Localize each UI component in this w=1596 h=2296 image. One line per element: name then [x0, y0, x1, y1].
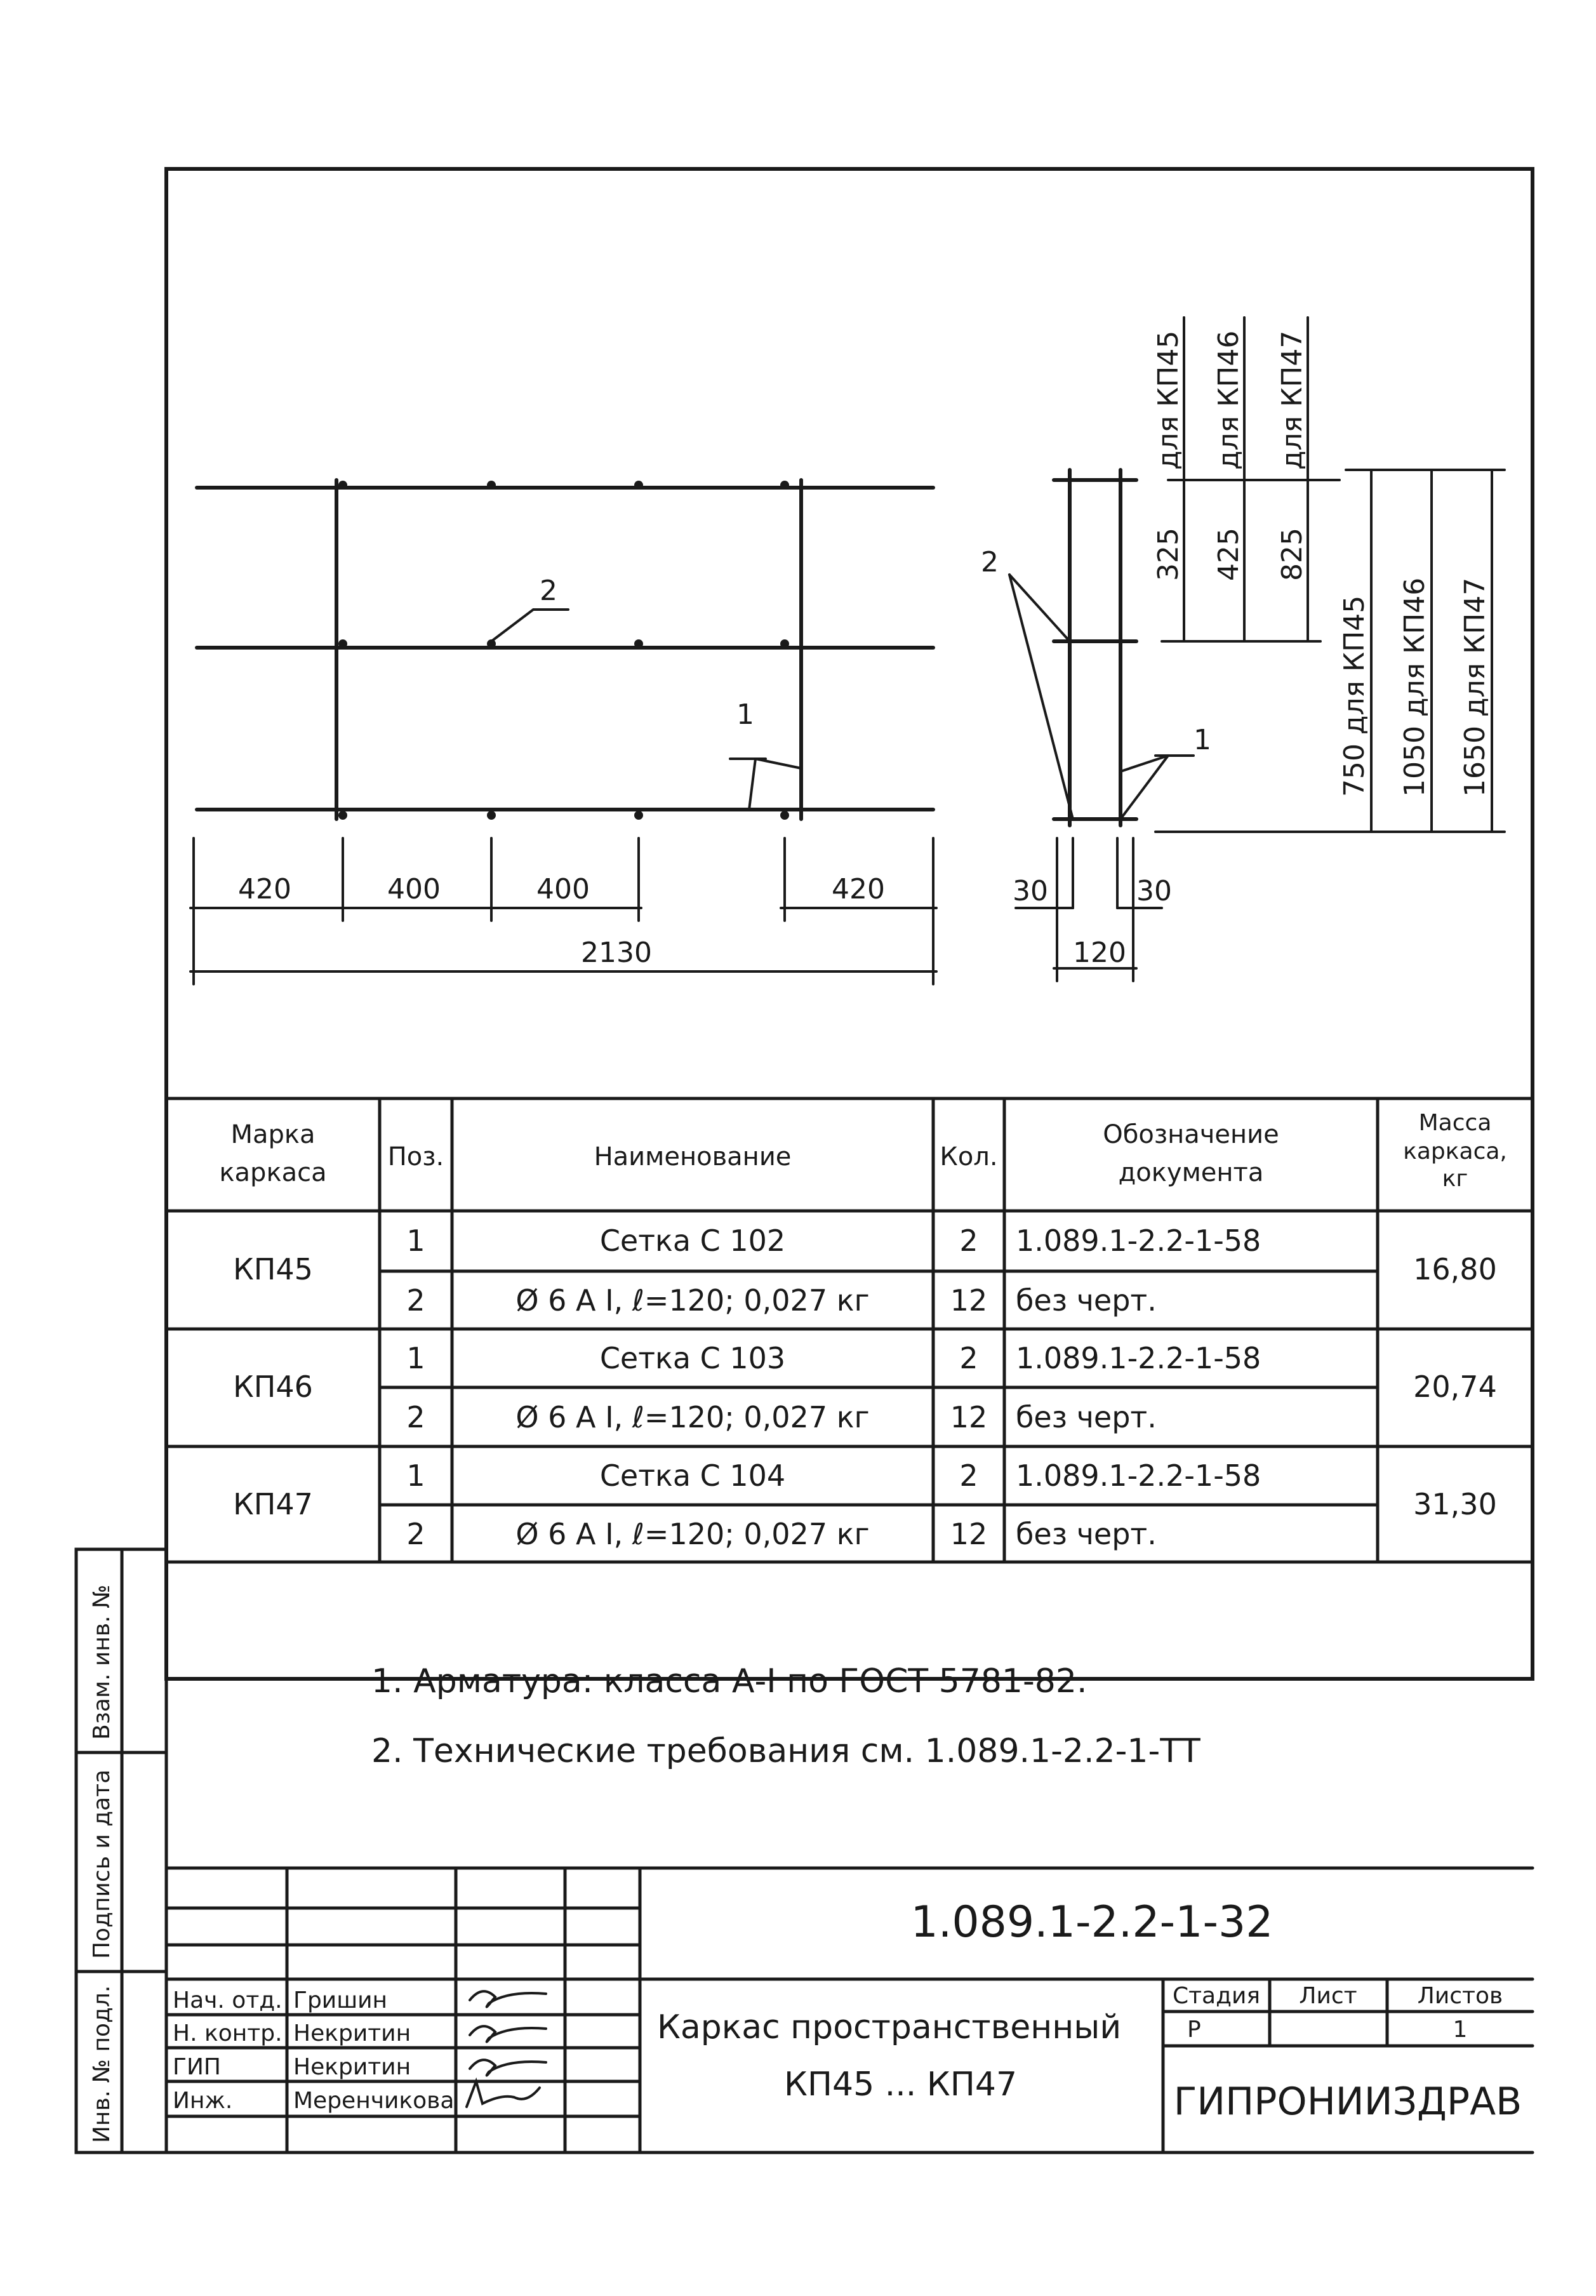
height-label-kp47: для КП47: [1276, 330, 1308, 470]
height-dim-750: 750 для КП45: [1338, 595, 1371, 797]
person-role: Нач. отд.: [173, 1987, 283, 2013]
row-doc: без черт.: [1016, 1517, 1157, 1551]
height-dim-325: 325: [1152, 528, 1185, 581]
header-name: Наименование: [594, 1142, 792, 1171]
header-doc-2: документа: [1118, 1158, 1264, 1187]
front-view-dimensions: [190, 838, 936, 984]
side-dim-total: 120: [1073, 937, 1126, 969]
stamp-inventory: Инв. № подл.: [89, 1985, 115, 2143]
note-2: 2. Технические требования см. 1.089.1-2.2-1-ТТ: [371, 1732, 1200, 1770]
header-qty: Кол.: [940, 1142, 998, 1171]
row-name: Ø 6 А I, ℓ=120; 0,027 кг: [515, 1517, 870, 1551]
drawing-title-2: КП45 ... КП47: [784, 2066, 1018, 2104]
stamp-signature-date: Подпись и дата: [89, 1769, 115, 1959]
side-stamp: [89, 1585, 115, 2143]
front-pos-1: 1: [736, 698, 754, 731]
height-dim-425: 425: [1213, 528, 1245, 581]
header-mass-2: каркаса,: [1403, 1138, 1507, 1165]
front-dim-2: 400: [387, 873, 441, 905]
notes: [371, 1662, 1200, 1770]
person-name: Некритин: [293, 2020, 411, 2046]
person-role: ГИП: [173, 2054, 221, 2080]
row-mark: КП47: [233, 1487, 313, 1521]
row-mark: КП45: [233, 1252, 313, 1286]
front-dim-total: 2130: [581, 937, 652, 969]
row-doc: без черт.: [1016, 1283, 1157, 1318]
header-mark-1: Марка: [230, 1120, 316, 1149]
header-doc-1: Обозначение: [1103, 1120, 1279, 1149]
row-doc: 1.089.1-2.2-1-58: [1016, 1224, 1261, 1258]
front-dim-4: 420: [832, 873, 885, 905]
stage-value: Р: [1187, 2017, 1201, 2043]
height-dim-825: 825: [1276, 528, 1308, 581]
height-label-kp45: для КП45: [1152, 330, 1185, 470]
row-pos: 2: [406, 1283, 425, 1318]
person-role: Н. контр.: [173, 2020, 283, 2046]
side-dim-left: 30: [1013, 875, 1048, 907]
sheet-frame: [166, 169, 1533, 1679]
person-role: Инж.: [173, 2088, 233, 2114]
person-name: Меренчикова: [293, 2088, 455, 2114]
header-mass-3: кг: [1442, 1166, 1468, 1192]
row-name: Ø 6 А I, ℓ=120; 0,027 кг: [515, 1283, 870, 1318]
organization: ГИПРОНИИЗДРАВ: [1173, 2079, 1522, 2124]
side-dim-right: 30: [1136, 875, 1172, 907]
row-doc: 1.089.1-2.2-1-58: [1016, 1458, 1261, 1493]
drawing-title-1: Каркас пространственный: [657, 2008, 1122, 2046]
person-name: Гришин: [293, 1987, 388, 2013]
row-mass: 31,30: [1413, 1487, 1497, 1521]
row-mass: 16,80: [1413, 1252, 1497, 1286]
front-dim-1: 420: [238, 873, 291, 905]
side-view: [1054, 470, 1136, 825]
person-name: Некритин: [293, 2054, 411, 2080]
sheets-header: Листов: [1417, 1983, 1503, 2009]
front-view-rods: [338, 481, 789, 820]
header-pos: Поз.: [387, 1142, 444, 1171]
row-pos: 2: [406, 1400, 425, 1434]
row-qty: 12: [950, 1400, 988, 1434]
row-qty: 2: [959, 1224, 978, 1258]
side-pos-1: 1: [1194, 724, 1211, 756]
front-view: [197, 480, 933, 819]
sheets-value: 1: [1453, 2017, 1468, 2043]
row-pos: 1: [406, 1458, 425, 1493]
row-qty: 12: [950, 1283, 988, 1318]
document-code: 1.089.1-2.2-1-32: [910, 1897, 1273, 1947]
row-name: Сетка С 103: [599, 1341, 786, 1375]
side-view-labels: [981, 546, 1211, 969]
height-dim-1650: 1650 для КП47: [1459, 577, 1491, 797]
sheet-header: Лист: [1299, 1983, 1357, 2009]
front-view-leaders: [491, 610, 801, 810]
front-pos-2: 2: [540, 575, 557, 607]
row-doc: без черт.: [1016, 1400, 1157, 1434]
row-mass: 20,74: [1413, 1370, 1497, 1404]
row-mark: КП46: [233, 1370, 313, 1404]
stage-header: Стадия: [1172, 1983, 1261, 2009]
row-doc: 1.089.1-2.2-1-58: [1016, 1341, 1261, 1375]
front-dim-3: 400: [536, 873, 590, 905]
header-mass-1: Масса: [1418, 1110, 1492, 1136]
row-qty: 2: [959, 1458, 978, 1493]
stamp-replacement: Взам. инв. №: [89, 1584, 115, 1740]
row-pos: 1: [406, 1341, 425, 1375]
row-name: Сетка С 104: [599, 1458, 786, 1493]
row-qty: 2: [959, 1341, 978, 1375]
header-mark-2: каркаса: [219, 1158, 327, 1187]
spec-table-grid: [166, 1098, 1533, 1562]
note-1: 1. Арматура: класса А-I по ГОСТ 5781-82.: [371, 1662, 1087, 1700]
row-qty: 12: [950, 1517, 988, 1551]
side-pos-2: 2: [981, 546, 999, 578]
row-pos: 1: [406, 1224, 425, 1258]
row-pos: 2: [406, 1517, 425, 1551]
row-name: Ø 6 А I, ℓ=120; 0,027 кг: [515, 1400, 870, 1434]
spec-table-header: [219, 1110, 1507, 1192]
row-name: Сетка С 102: [599, 1224, 786, 1258]
height-dim-1050: 1050 для КП46: [1399, 577, 1431, 797]
height-label-kp46: для КП46: [1213, 330, 1245, 470]
side-view-leaders: [1009, 575, 1194, 819]
